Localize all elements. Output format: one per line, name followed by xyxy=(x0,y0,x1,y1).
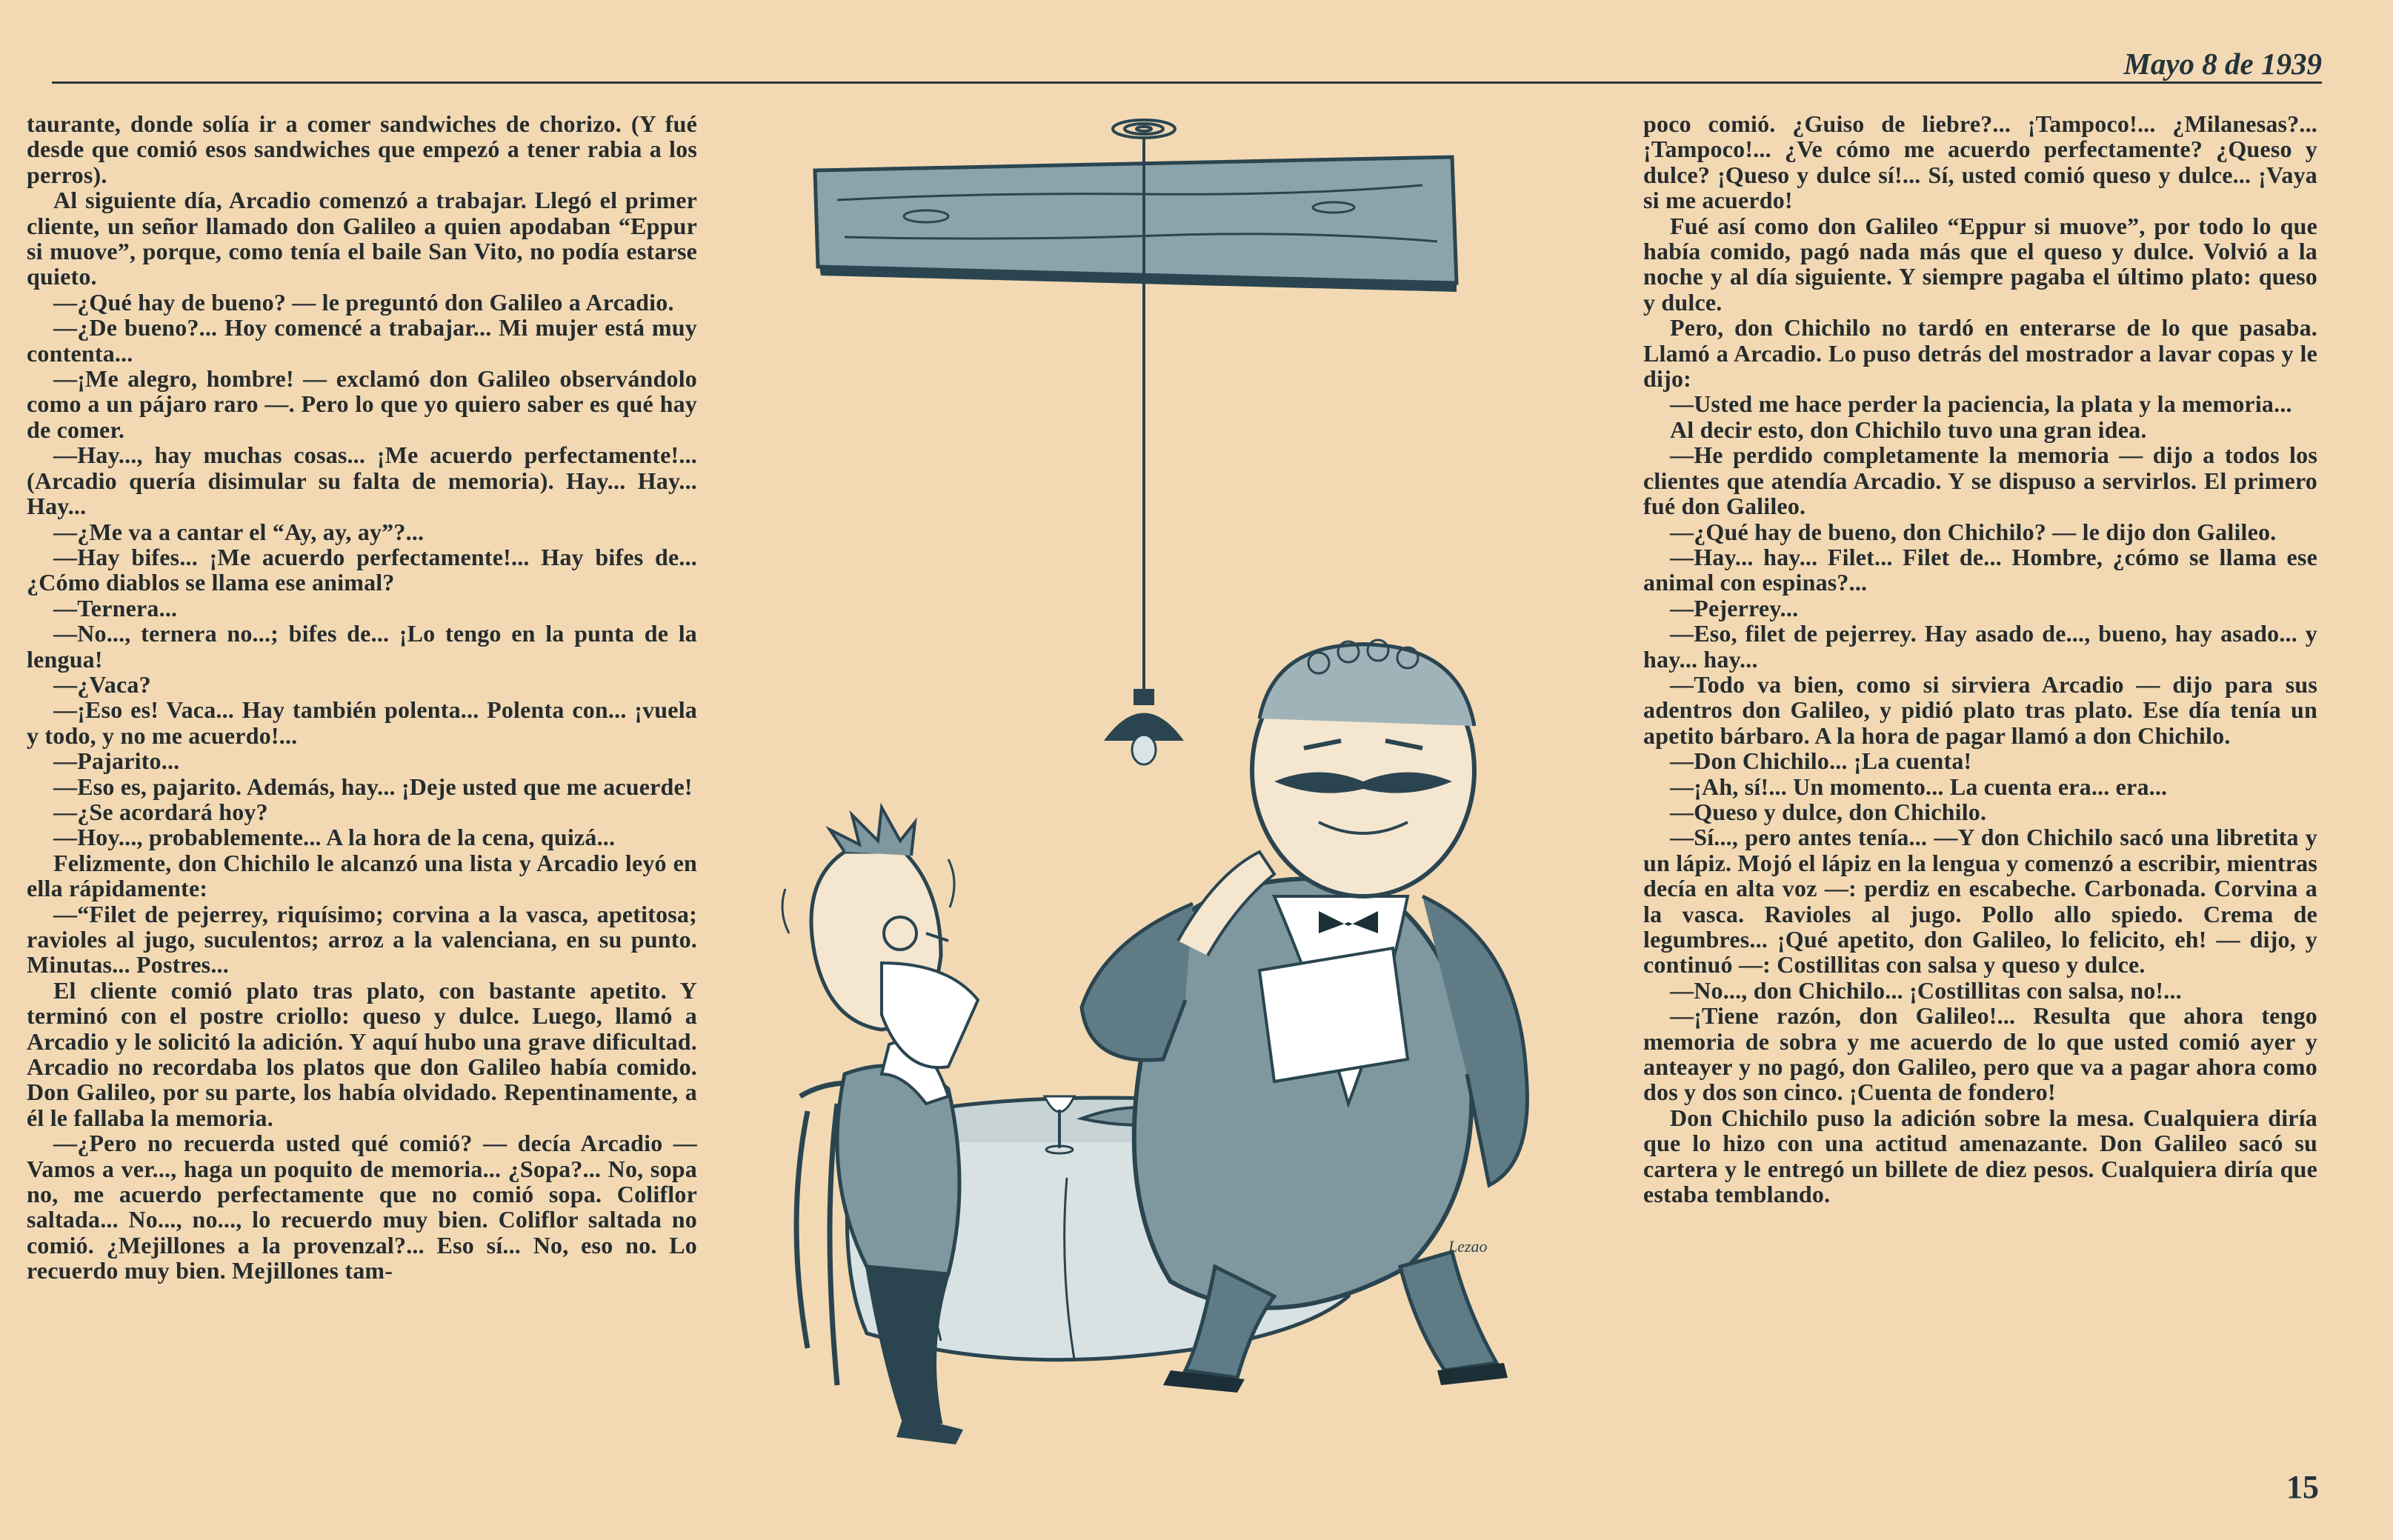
paragraph: —¿Vaca? xyxy=(53,670,151,698)
paragraph: Al siguiente día, Arcadio comenzó a trabajar. Llegó el primer cliente, un señor llamado don Galileo a quien apodaban “Eppur si muove”, porque, como tenía el baile San Vito, no podía estarse quieto. xyxy=(27,187,697,290)
header-rule xyxy=(52,81,2322,84)
paragraph: Felizmente, don Chichilo le alcanzó una lista y Arcadio leyó en ella rápidamente: xyxy=(27,849,697,902)
paragraph: —Pajarito... xyxy=(53,747,180,775)
paragraph: —¿Me va a cantar el “Ay, ay, ay”?... xyxy=(53,518,425,545)
paragraph: —Queso y dulce, don Chichilo. xyxy=(1670,798,1987,825)
right-text-column xyxy=(1643,111,2317,1207)
paragraph: —Hay... hay... Filet... Filet de... Hombre, ¿cómo se llama ese animal con espinas?... xyxy=(1643,543,2317,596)
paragraph: —¿De bueno?... Hoy comencé a trabajar... Mi mujer está muy contenta... xyxy=(27,314,697,367)
paragraph: —Todo va bien, como si sirviera Arcadio — dijo para sus adentros don Galileo, y pidió plato tras plato. Ese día tenía un apetito bárbaro. A la hora de pagar llamó a don Chichilo. xyxy=(1643,670,2317,749)
wooden-beam xyxy=(815,157,1457,292)
paragraph: —¿Qué hay de bueno, don Chichilo? — le dijo don Galileo. xyxy=(1670,518,2277,545)
paragraph: —¡Eso es! Vaca... Hay también polenta... Polenta con... ¡vuela y todo, y no me acuerdo!... xyxy=(27,696,697,749)
paragraph: —“Filet de pejerrey, riquísimo; corvina a la vasca, apetitosa; ravioles al jugo, suculentos; arroz a la valenciana, en su punto. Minutas... Postres... xyxy=(27,900,697,979)
paragraph: —Sí..., pero antes tenía... —Y don Chichilo sacó una libretita y un lápiz. Mojó el lápiz en la lengua y comenzó a escribir, mientras decía en alta voz —: perdiz en escabeche. Carbonada. Corvina a la vasca. Ravioles al jugo. Pollo allo spiedo. Crema de legumbres... ¡Qué apetito, don Galileo, lo felicito, eh! — dijo, y continuó —: Costillitas con salsa y queso y dulce. xyxy=(1643,824,2317,979)
issue-date: Mayo 8 de 1939 xyxy=(2123,47,2322,81)
paragraph: —¿Se acordará hoy? xyxy=(53,798,268,825)
cartoon-illustration xyxy=(756,111,1622,1444)
paragraph: —No..., don Chichilo... ¡Costillitas con salsa, no!... xyxy=(1670,976,2182,1004)
paragraph: —Don Chichilo... ¡La cuenta! xyxy=(1670,747,1972,775)
paragraph: —Usted me hace perder la paciencia, la plata y la memoria... xyxy=(1670,390,2292,418)
paragraph: —Hay bifes... ¡Me acuerdo perfectamente!... Hay bifes de... ¿Cómo diablos se llama ese animal? xyxy=(27,543,697,596)
paragraph: —¡Me alegro, hombre! — exclamó don Galileo observándolo como a un pájaro raro —. Pero lo que yo quiero saber es qué hay de comer. xyxy=(27,365,697,443)
paragraph: —¿Pero no recuerda usted qué comió? — decía Arcadio — Vamos a ver..., haga un poquito de memoria... ¿Sopa?... No, sopa no, me acuerdo perfectamente que no comió sopa. Coliflor saltada... No..., no..., lo recuerdo muy bien. Coliflor saltada no comió. ¿Mejillones a la provenzal?... Eso sí... No, eso no. Lo recuerdo muy bien. Mejillones tam- xyxy=(27,1130,697,1284)
paragraph: —¿Qué hay de bueno? — le preguntó don Galileo a Arcadio. xyxy=(53,288,674,316)
paragraph: —No..., ternera no...; bifes de... ¡Lo tengo en la punta de la lengua! xyxy=(27,620,697,673)
paragraph: —Ternera... xyxy=(53,594,178,621)
paragraph: —Eso, filet de pejerrey. Hay asado de..., bueno, hay asado... y hay... hay... xyxy=(1643,620,2317,673)
paragraph: Al decir esto, don Chichilo tuvo una gran idea. xyxy=(1670,416,2147,443)
paragraph: El cliente comió plato tras plato, con bastante apetito. Y terminó con el postre criollo: queso y dulce. Luego, llamó a Arcadio y le solicitó la adición. Y aquí hubo una grave dificultad. Arcadio no recordaba los platos que don Galileo había comido. Don Galileo, por su parte, los había olvidado. Repentinamente, a él le fallaba la memoria. xyxy=(27,976,697,1131)
paragraph: —Eso es, pajarito. Además, hay... ¡Deje usted que me acuerde! xyxy=(53,773,693,800)
paragraph: —Hoy..., probablemente... A la hora de la cena, quizá... xyxy=(53,824,616,851)
ceiling-rosette xyxy=(1113,120,1175,138)
paragraph: Don Chichilo puso la adición sobre la mesa. Cualquiera diría que lo hizo con una actitud amenazante. Don Galileo sacó su cartera y le entregó un billete de diez pesos. Cualquiera diría que estaba temblando. xyxy=(1643,1104,2317,1208)
paragraph: —He perdido completamente la memoria — dijo a todos los clientes que atendía Arcadio. Y se dispuso a servirlos. El primero fué don Galileo. xyxy=(1643,441,2317,520)
artist-signature: Lezao xyxy=(1448,1237,1488,1256)
left-text-column xyxy=(27,111,697,1284)
paragraph: taurante, donde solía ir a comer sandwiches de chorizo. (Y fué desde que comió esos sandwiches que empezó a tener rabia a los perros). xyxy=(27,110,697,188)
paragraph: Fué así como don Galileo “Eppur si muove”, por todo lo que había comido, pagó nada más que el queso y dulce. Volvió a la noche y al día siguiente. Y siempre pagaba el último plato: queso y dulce. xyxy=(1643,212,2317,316)
paragraph: Pero, don Chichilo no tardó en enterarse de lo que pasaba. Llamó a Arcadio. Lo puso detrás del mostrador a lavar copas y le dijo: xyxy=(1643,314,2317,393)
paragraph: poco comió. ¿Guiso de liebre?... ¡Tampoco!... ¿Milanesas?... ¡Tampoco!... ¿Ve cómo me acuerdo perfectamente? ¿Queso y dulce? ¡Queso y dulce sí!... Sí, usted comió queso y dulce... ¡Vaya si me acuerdo! xyxy=(1643,110,2317,214)
paragraph: —¡Ah, sí!... Un momento... La cuenta era... era... xyxy=(1670,773,2168,800)
page-number: 15 xyxy=(2286,1469,2319,1505)
paragraph: —¡Tiene razón, don Galileo!... Resulta que ahora tengo memoria de sobra y me acuerdo de lo que usted comió ayer y anteayer y no pagó, don Galileo, pero que va a pagar ahora como dos y dos son cinco. ¡Cuenta de fondero! xyxy=(1643,1002,2317,1106)
hanging-lamp xyxy=(1104,689,1184,764)
paragraph: —Hay..., hay muchas cosas... ¡Me acuerdo perfectamente!... (Arcadio quería disimular su falta de memoria). Hay... Hay... Hay... xyxy=(27,441,697,520)
paragraph: —Pejerrey... xyxy=(1670,594,1799,621)
